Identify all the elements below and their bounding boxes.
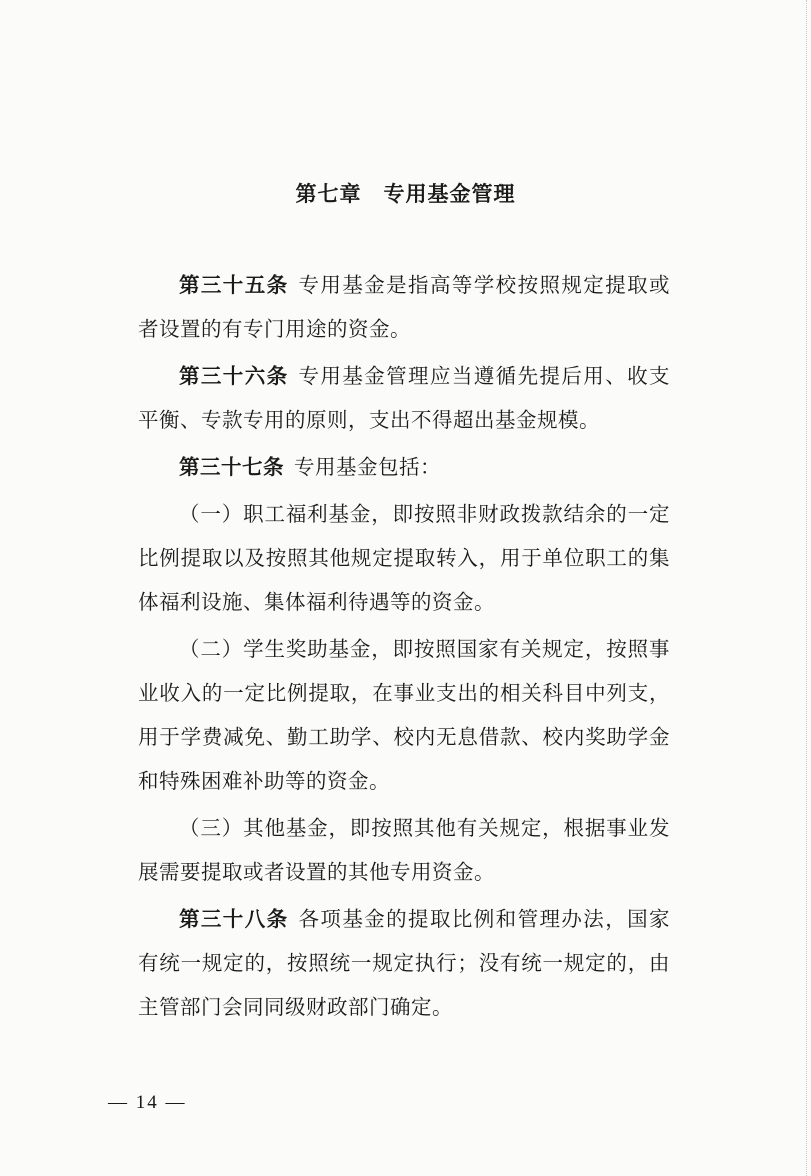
item-1-staff-welfare-fund [138,492,670,624]
chapter-body [138,263,670,1032]
chapter-name: 专用基金管理 [383,182,516,206]
article-38 [138,897,670,1029]
article-label: 第三十六条 [179,364,289,388]
item-3-other-fund [138,806,670,894]
chapter-title [0,178,811,208]
item-2-student-aid-fund [138,627,670,803]
article-text: 各项基金的提取比例和管理办法，国家有统一规定的，按照统一规定执行；没有统一规定的，由主管部门会同同级财政部门确定。 [138,907,671,1019]
article-text: 专用基金包括： [294,455,441,479]
page-edge [805,0,807,1176]
item-text: （一）职工福利基金，即按照非财政拨款结余的一定比例提取以及按照其他规定提取转入，用于单位职工的集体福利设施、集体福利待遇等的资金。 [138,502,670,614]
article-36 [138,354,670,442]
chapter-number: 第七章 [295,182,362,206]
article-35 [138,263,670,351]
article-label: 第三十五条 [179,273,289,297]
article-37 [138,445,670,489]
item-text: （二）学生奖助基金，即按照国家有关规定，按照事业收入的一定比例提取，在事业支出的相关科目中列支，用于学费减免、勤工助学、校内无息借款、校内奖助学金和特殊困难补助等的资金。 [138,637,670,793]
item-text: （三）其他基金，即按照其他有关规定，根据事业发展需要提取或者设置的其他专用资金。 [138,816,670,884]
article-text: 专用基金管理应当遵循先提后用、收支平衡、专款专用的原则，支出不得超出基金规模。 [138,364,671,432]
page-number: — 14 — [108,1092,187,1113]
article-label: 第三十八条 [179,907,289,931]
article-text: 专用基金是指高等学校按照规定提取或者设置的有专门用途的资金。 [138,273,671,341]
article-label: 第三十七条 [179,455,284,479]
